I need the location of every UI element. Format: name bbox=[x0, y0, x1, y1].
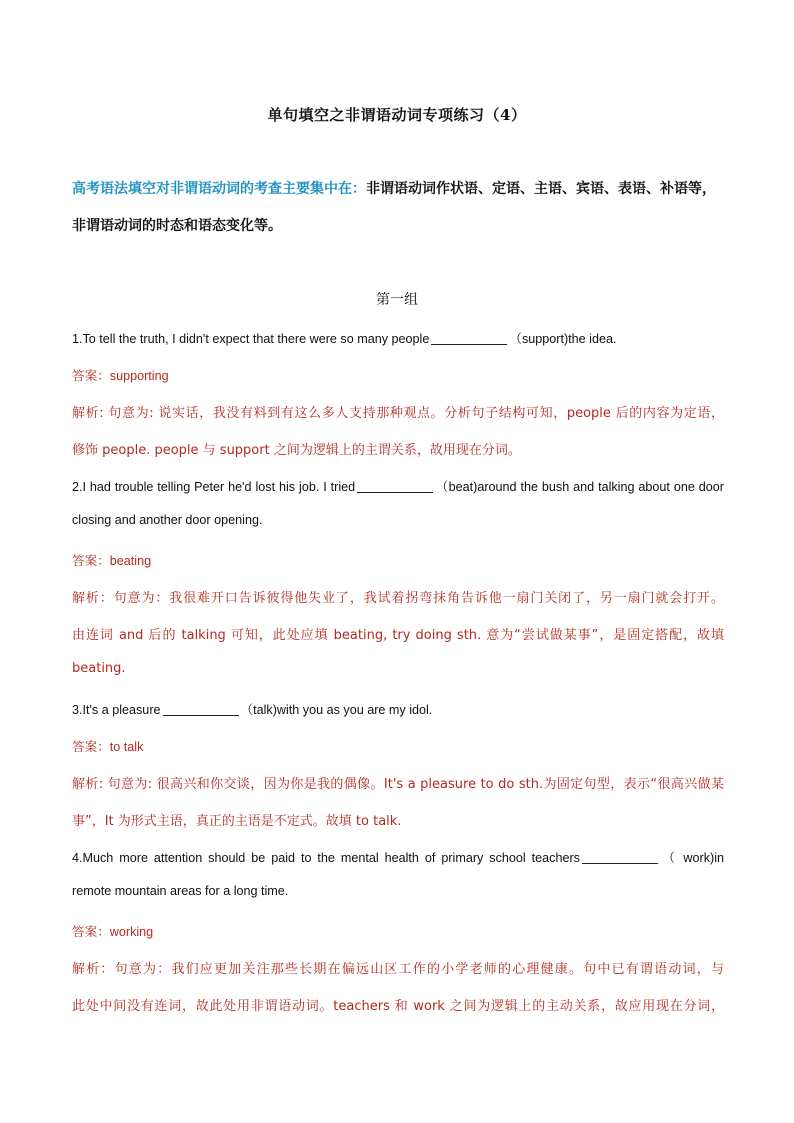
group-title: 第一组 bbox=[376, 292, 418, 308]
question-text: （talk)with you as you are my idol. bbox=[240, 703, 433, 717]
question-4-line-2: remote mountain areas for a long time. bbox=[72, 884, 289, 898]
answer-blank bbox=[431, 331, 507, 345]
question-2-line-2: closing and another door opening. bbox=[72, 513, 263, 527]
analysis-4-line-2: 此处中间没有连词，故此处用非谓语动词。teachers 和 work 之间为逻辑上的主动关系，故应用现在分词， bbox=[72, 999, 724, 1014]
analysis-1-line-1: 解析: 句意为: 说实话，我没有料到有这么多人支持那种观点。分析句子结构可知，people 后的内容为定语， bbox=[72, 406, 724, 421]
answer-blank bbox=[357, 479, 433, 493]
question-text: 2.I had trouble telling Peter he'd lost his job. I tried bbox=[72, 480, 356, 494]
question-1 bbox=[72, 328, 724, 347]
question-text: 4.Much more attention should be paid to the mental health of primary school teachers bbox=[72, 851, 580, 865]
intro-lead: 高考语法填空对非谓语动词的考查主要集中在： bbox=[72, 181, 366, 197]
question-text: 1.To tell the truth, I didn't expect that there were so many people bbox=[72, 332, 430, 346]
answer-blank bbox=[582, 850, 658, 864]
page-title: 单句填空之非谓语动词专项练习（4） bbox=[267, 106, 527, 124]
intro-rest-1: 非谓语动词作状语、定语、主语、宾语、表语、补语等， bbox=[366, 181, 716, 197]
analysis-2-line-3: beating. bbox=[72, 661, 126, 676]
answer-4: 答案：working bbox=[72, 925, 154, 939]
question-text: （ work)in bbox=[659, 851, 724, 865]
question-text: 3.It's a pleasure bbox=[72, 703, 161, 717]
answer-1: 答案：supporting bbox=[72, 369, 169, 383]
analysis-2-line-2: 由连词 and 后的 talking 可知，此处应填 beating, try doing sth. 意为“尝试做某事”，是固定搭配，故填 bbox=[72, 628, 724, 643]
question-2 bbox=[72, 476, 724, 495]
analysis-3-line-2: 事”，It 为形式主语，真正的主语是不定式。故填 to talk. bbox=[72, 814, 402, 829]
answer-2: 答案：beating bbox=[72, 554, 152, 568]
answer-blank bbox=[163, 702, 239, 716]
question-3 bbox=[72, 699, 724, 718]
question-text: （support)the idea. bbox=[509, 332, 617, 346]
analysis-2-line-1: 解析：句意为：我很难开口告诉彼得他失业了，我试着拐弯抹角告诉他一扇门关闭了，另一扇门就会打开。 bbox=[72, 591, 724, 606]
intro-line-1 bbox=[72, 171, 722, 208]
analysis-3-line-1: 解析: 句意为: 很高兴和你交谈，因为你是我的偶像。It's a pleasure to do sth.为固定句型，表示“很高兴做某 bbox=[72, 777, 724, 792]
question-4 bbox=[72, 847, 724, 866]
analysis-1-line-2: 修饰 people. people 与 support 之间为逻辑上的主谓关系，故用现在分词。 bbox=[72, 443, 521, 458]
question-text: （beat)around the bush and talking about one door bbox=[435, 480, 724, 494]
answer-3: 答案：to talk bbox=[72, 740, 144, 754]
intro-line-2: 非谓语动词的时态和语态变化等。 bbox=[72, 218, 282, 234]
analysis-4-line-1: 解析：句意为：我们应更加关注那些长期在偏远山区工作的小学老师的心理健康。句中已有谓语动词，与 bbox=[72, 962, 724, 977]
